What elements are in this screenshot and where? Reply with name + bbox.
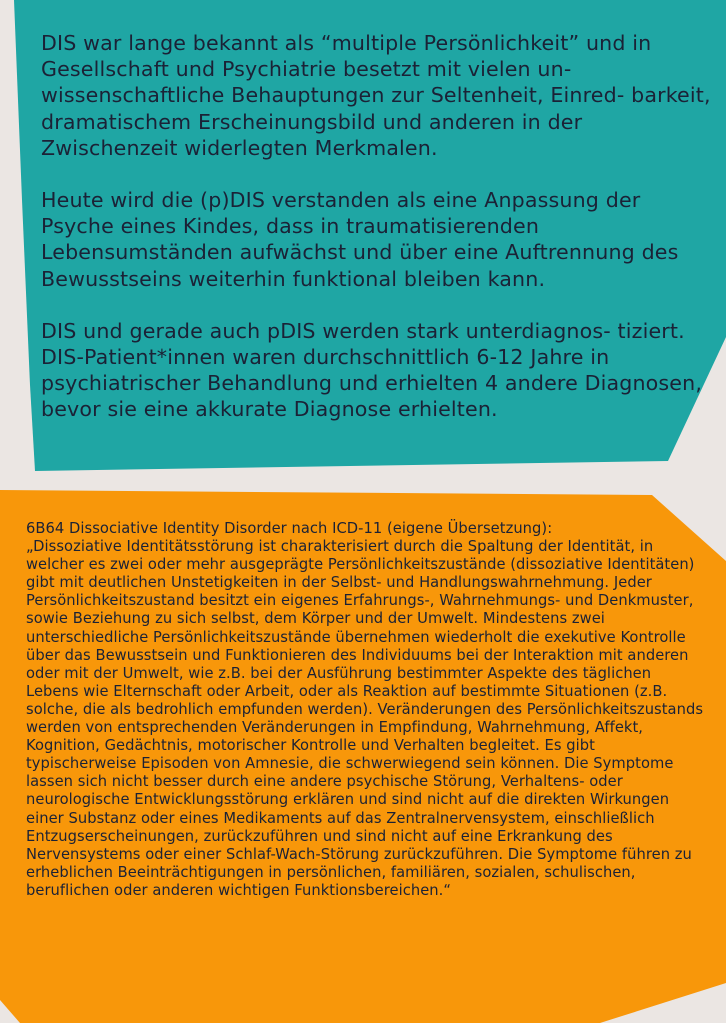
icd-heading: 6B64 Dissociative Identity Disorder nach ICD-11 (eigene Übersetzung):	[26, 520, 553, 537]
teal-text-block	[41, 30, 716, 449]
teal-paragraph-1: DIS war lange bekannt als “multiple Persönlichkeit” und in Gesellschaft und Psychiatrie besetzt mit vielen un- wissenschaftliche Behauptungen zur Seltenheit, Einred- barkeit, dramatischem Erscheinungsbild und anderen in der Zwischenzeit widerlegten Merkmalen.	[41, 31, 711, 160]
teal-paragraph-2: Heute wird die (p)DIS verstanden als eine Anpassung der Psyche eines Kindes, dass in traumatisierenden Lebensumständen aufwächst und über eine Auftrennung des Bewusstseins weiterhin funktional bleiben kann.	[41, 188, 679, 291]
teal-paragraph-3: DIS und gerade auch pDIS werden stark unterdiagnos- tiziert. DIS-Patient*innen waren durchschnittlich 6-12 Jahre in psychiatrischer Behandlung und erhielten 4 andere Diagnosen, bevor sie eine akkurate Diagnose erhielten.	[41, 318, 703, 422]
orange-text-block	[26, 520, 706, 900]
icd-quote: „Dissoziative Identitätsstörung ist charakterisiert durch die Spaltung der Identität, in welcher es zwei oder mehr ausgeprägte Persönlichkeitszustände (dissoziative Identitäten) gibt mit deutlichen Unstetigkeiten in der Selbst- und Handlungswahrnehmung. Jeder Persönlichkeitszustand besitzt ein eigenes Erfahrungs-, Wahrnehmungs- und Denkmuster, sowie Beziehung zu sich selbst, dem Körper und der Umwelt. Mindestens zwei unterschiedliche Persönlichkeitszustände übernehmen wiederholt die exekutive Kontrolle über das Bewusstsein und Funktionieren des Individuums bei der Interaktion mit anderen oder mit der Umwelt, wie z.B. bei der Ausführung bestimmter Aspekte des täglichen Lebens wie Elternschaft oder Arbeit, oder als Reaktion auf bestimmte Situationen (z.B. solche, die als bedrohlich empfunden werden). Veränderungen des Persönlichkeitszustands werden von entsprechenden Veränderungen in Empfindung, Wahrnehmung, Affekt, Kognition, Gedächtnis, motorischer Kontrolle und Verhalten begleitet. Es gibt typischerweise Episoden von Amnesie, die schwerwiegend sein können. Die Symptome lassen sich nicht besser durch eine andere psychische Störung, Verhaltens- oder neurologische Entwicklungsstörung erklären und sind nicht auf die direkten Wirkungen einer Substanz oder eines Medikaments auf das Zentralnervensystem, einschließlich Entzugserscheinungen, zurückzuführen und sind nicht auf eine Erkrankung des Nervensystems oder einer Schlaf-Wach-Störung zurückzuführen. Die Symptome führen zu erheblichen Beeinträchtigungen in persönlichen, familiären, sozialen, schulischen, beruflichen oder anderen wichtigen Funktionsbereichen.“	[26, 538, 704, 899]
